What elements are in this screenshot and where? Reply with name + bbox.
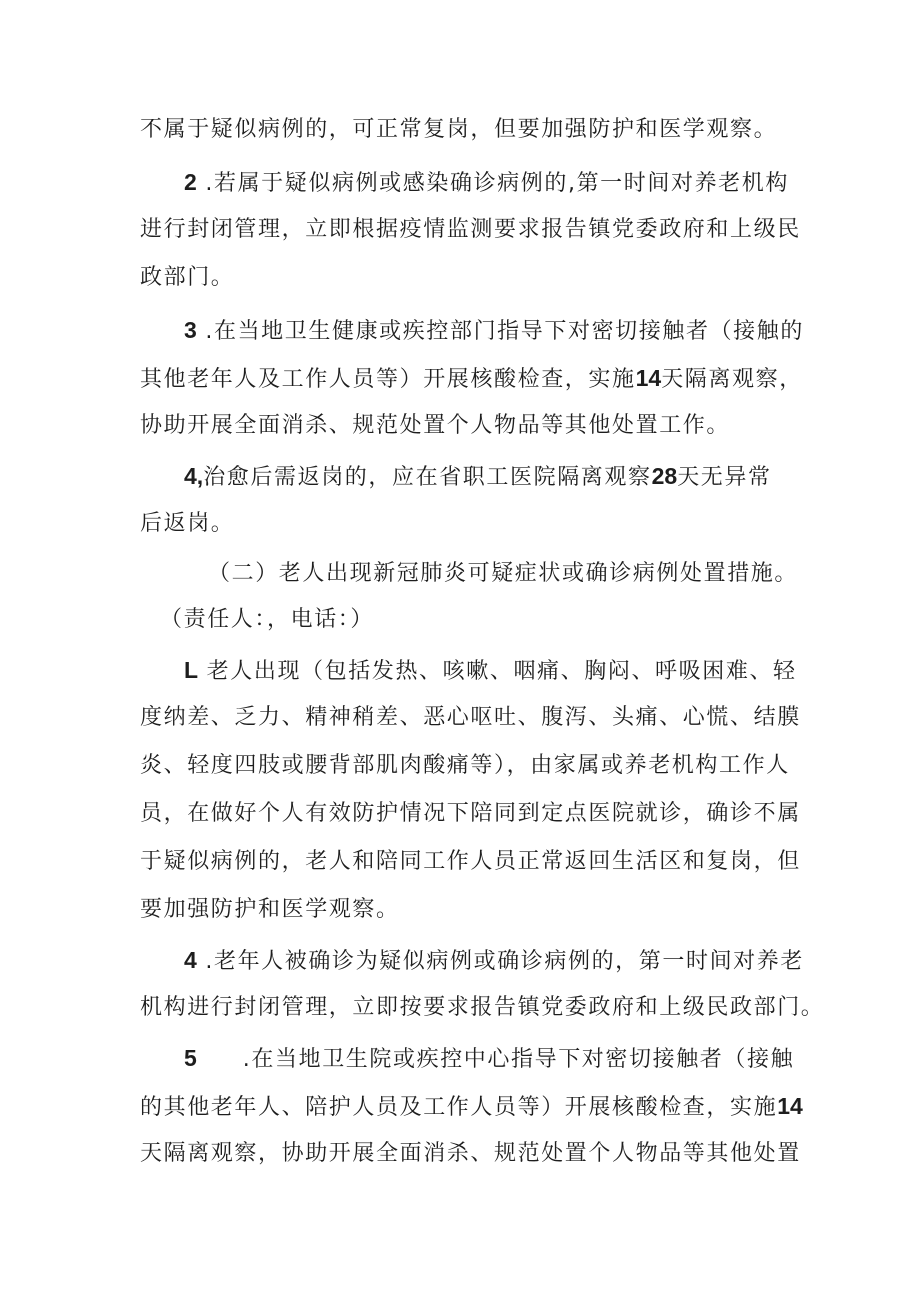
text-line: 政部门。 [140,265,235,290]
text-line: 度纳差、乏力、精神稍差、恶心呕吐、腹泻、头痛、心慌、结膜 [140,705,801,730]
text-line: 其他老年人及工作人员等）开展核酸检查，实施14天隔离观察， [140,365,803,392]
inline-number: 14 [635,365,662,391]
item-4b-line: 4 .老年人被确诊为疑似病例或确诊病例的，第一时间对养老 [184,947,804,974]
inline-number: 14 [777,1093,803,1119]
item-5-line: 5 .在当地卫生院或疾控中心指导下对密切接触者（接触 [184,1045,795,1072]
text-line: 进行封闭管理，立即根据疫情监测要求报告镇党委政府和上级民 [140,217,801,242]
responsible-note: （责任人：，电话：） [160,607,375,632]
section-heading: （二）老人出现新冠肺炎可疑症状或确诊病例处置措施。 [208,561,799,586]
text-line: 协助开展全面消杀、规范处置个人物品等其他处置工作。 [140,413,731,438]
item-2-line: 2 .若属于疑似病例或感染确诊病例的,第一时间对养老机构 [184,169,789,196]
inline-number: 28 [651,463,678,489]
text-line: 于疑似病例的，老人和陪同工作人员正常返回生活区和复岗，但 [140,849,801,874]
item-marker: 5 [184,1045,197,1071]
text-line: 员，在做好个人有效防护情况下陪同到定点医院就诊，确诊不属 [140,801,801,826]
text-line: 要加强防护和医学观察。 [140,897,400,922]
item-marker: L [184,657,199,683]
item-1-line: L 老人出现（包括发热、咳嗽、咽痛、胸闷、呼吸困难、轻 [184,657,797,684]
text-line: 炎、轻度四肢或腰背部肌肉酸痛等），由家属或养老机构工作人 [140,753,790,778]
text-line: 后返岗。 [140,511,235,536]
item-3-line: 3 .在当地卫生健康或疾控部门指导下对密切接触者（接触的 [184,317,804,344]
item-marker: 2 [184,169,197,195]
text-line: 不属于疑似病例的，可正常复岗，但要加强防护和医学观察。 [140,117,778,142]
text-line: 天隔离观察，协助开展全面消杀、规范处置个人物品等其他处置 [140,1141,801,1166]
item-marker: 3 [184,317,197,343]
item-marker: 4 [184,947,197,973]
text-line: 的其他老年人、陪护人员及工作人员等）开展核酸检查，实施14 [140,1093,803,1120]
text-line: 机构进行封闭管理，立即按要求报告镇党委政府和上级民政部门。 [140,995,825,1020]
item-4-line: 4,治愈后需返岗的，应在省职工医院隔离观察28天无异常 [184,463,772,490]
item-marker: 4, [184,463,204,489]
